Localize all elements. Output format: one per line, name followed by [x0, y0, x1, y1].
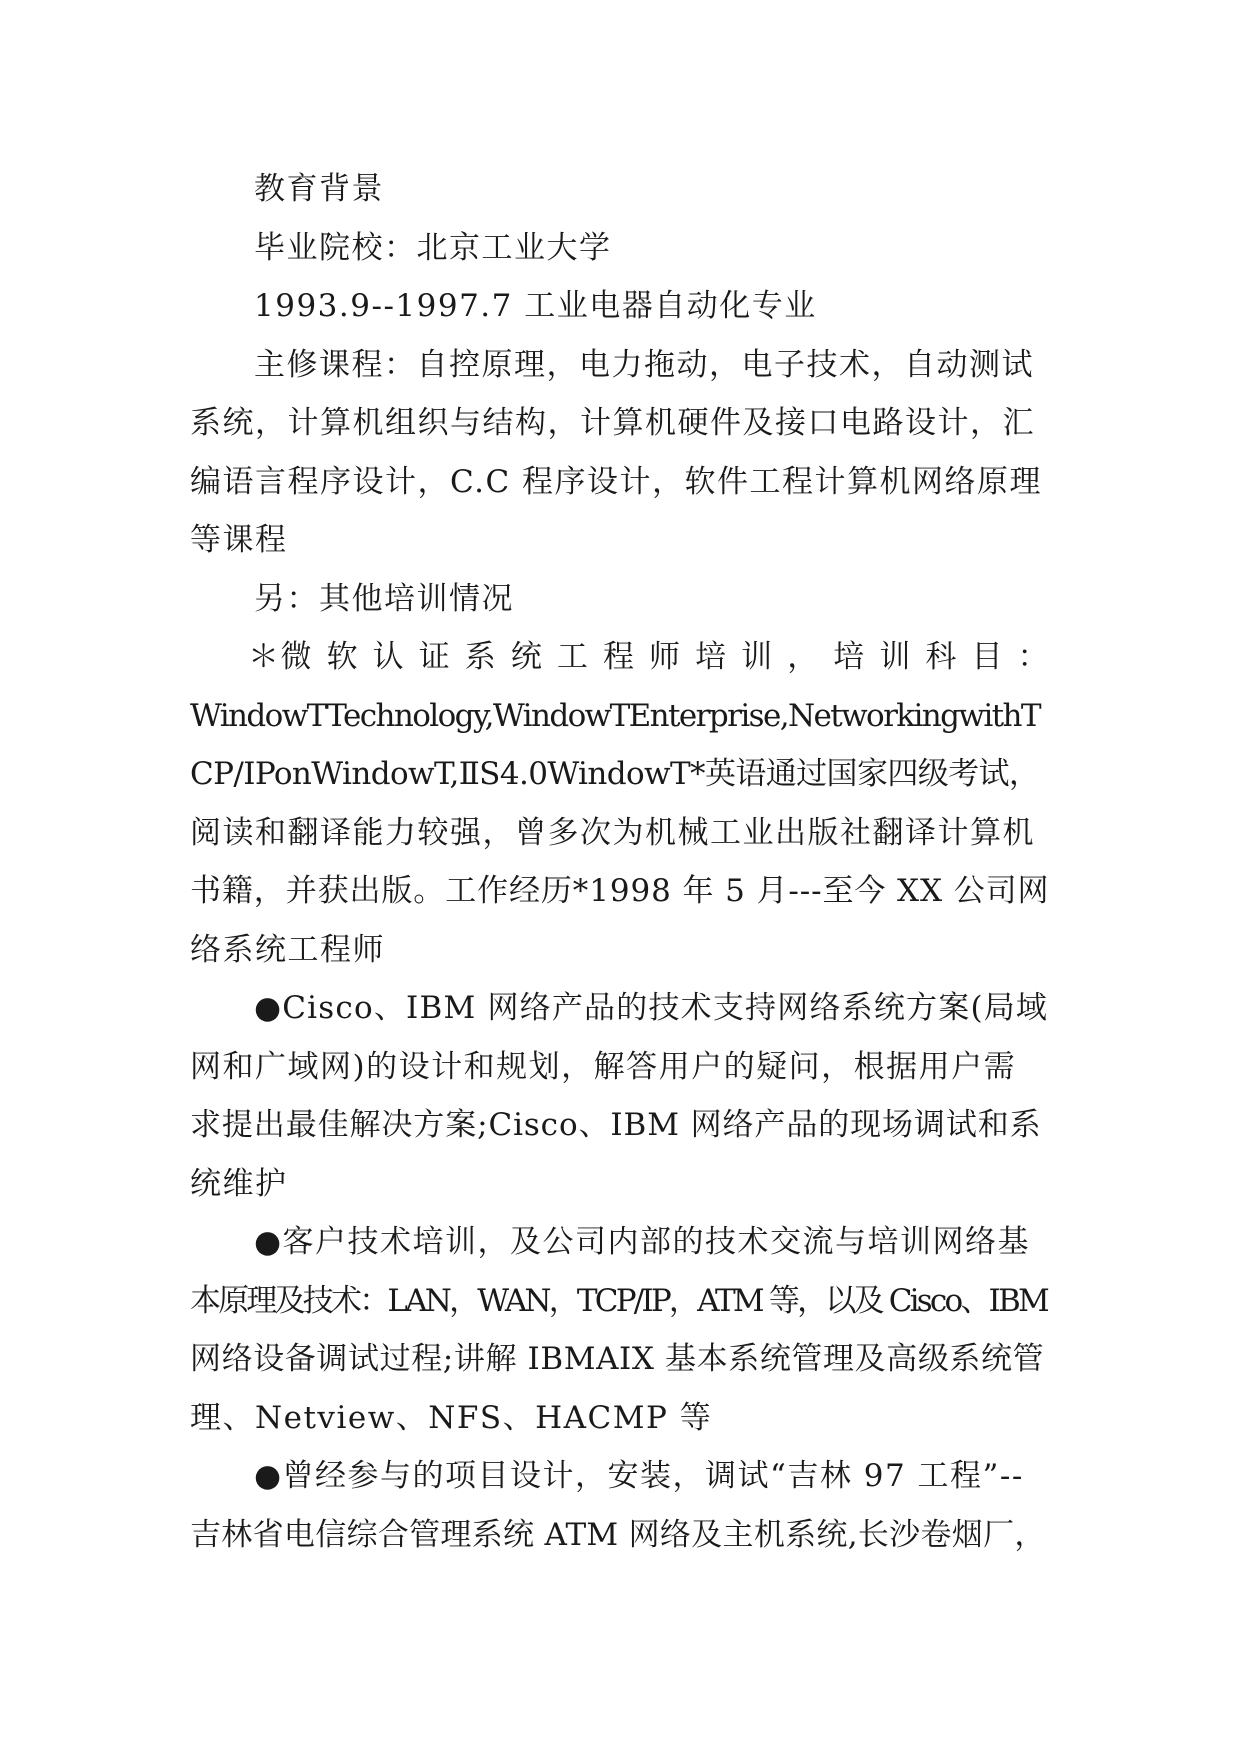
experience-item-1-line-2: 网和广域网)的设计和规划，解答用户的疑问，根据用户需	[190, 1048, 1017, 1085]
section-heading-education: 教育背景	[254, 171, 384, 207]
training-line-4: 阅读和翻译能力较强，曾多次为机械工业出版社翻译计算机	[190, 814, 1035, 851]
training-char: 认	[372, 639, 406, 675]
experience-item-1-line-4: 统维护	[190, 1165, 288, 1202]
training-line-3: CP/IPonWindowT,ⅡS4.0WindowT*英语通过国家四级考试，	[190, 756, 1040, 792]
training-line-6: 络系统工程师	[190, 931, 385, 968]
training-char: 培	[833, 639, 866, 675]
training-line-2: WindowTTechnology,WindowTEnterprise,NetworkingwithT	[190, 697, 1040, 734]
courses-line-1: 主修课程：自控原理，电力拖动，电子技术，自动测试	[254, 346, 1034, 383]
training-char: ，	[787, 639, 820, 675]
training-char: 科	[925, 639, 958, 675]
training-char: 程	[602, 639, 636, 675]
study-period: 1993.9--1997.7 工业电器自动化专业	[254, 288, 817, 324]
training-char: 师	[649, 639, 682, 675]
other-training-heading: 另：其他培训情况	[254, 580, 514, 617]
training-char: 工	[556, 639, 590, 675]
courses-line-2: 系统，计算机组织与结构，计算机硬件及接口电路设计，汇	[190, 405, 1035, 441]
document-page	[190, 160, 1050, 1564]
experience-item-3-line-1: ●曾经参与的项目设计，安装，调试“吉林 97 工程”--	[254, 1458, 1024, 1494]
training-char: 目	[971, 639, 1004, 675]
experience-item-2-line-4: 理、Netview、NFS、HACMP 等	[190, 1399, 713, 1436]
training-char: 培	[695, 639, 728, 675]
experience-item-3-line-2: 吉林省电信综合管理系统 ATM 网络及主机系统,长沙卷烟厂，	[190, 1516, 1046, 1553]
training-char: ＊微	[248, 639, 313, 675]
training-char: ：	[1017, 639, 1050, 675]
courses-line-4: 等课程	[190, 522, 288, 558]
experience-item-1-line-1: ●Cisco、IBM 网络产品的技术支持网络系统方案(局域	[254, 990, 1049, 1026]
training-line-5: 书籍，并获出版。工作经历*1998 年 5 月---至今 XX 公司网	[190, 873, 1050, 909]
experience-item-2-line-1: ●客户技术培训，及公司内部的技术交流与培训网络基	[254, 1224, 1031, 1260]
training-char: 证	[418, 639, 452, 675]
experience-item-2-line-2: 本原理及技术：LAN，WAN，TCP/IP，ATM 等，以及 Cisco、IBM	[190, 1282, 1047, 1319]
courses-line-3: 编语言程序设计，C.C 程序设计，软件工程计算机网络原理	[190, 463, 1043, 500]
graduated-school: 毕业院校：北京工业大学	[254, 229, 612, 266]
training-char: 统	[510, 639, 544, 675]
experience-item-2-line-3: 网络设备调试过程;讲解 IBMAIX 基本系统管理及高级系统管	[190, 1341, 1045, 1377]
training-char: 软	[326, 639, 360, 675]
experience-item-1-line-3: 求提出最佳解决方案;Cisco、IBM 网络产品的现场调试和系	[190, 1107, 1042, 1143]
training-line-1	[190, 628, 1050, 687]
training-char: 系	[464, 639, 498, 675]
training-char: 训	[879, 639, 912, 675]
training-char: 训	[741, 639, 774, 675]
